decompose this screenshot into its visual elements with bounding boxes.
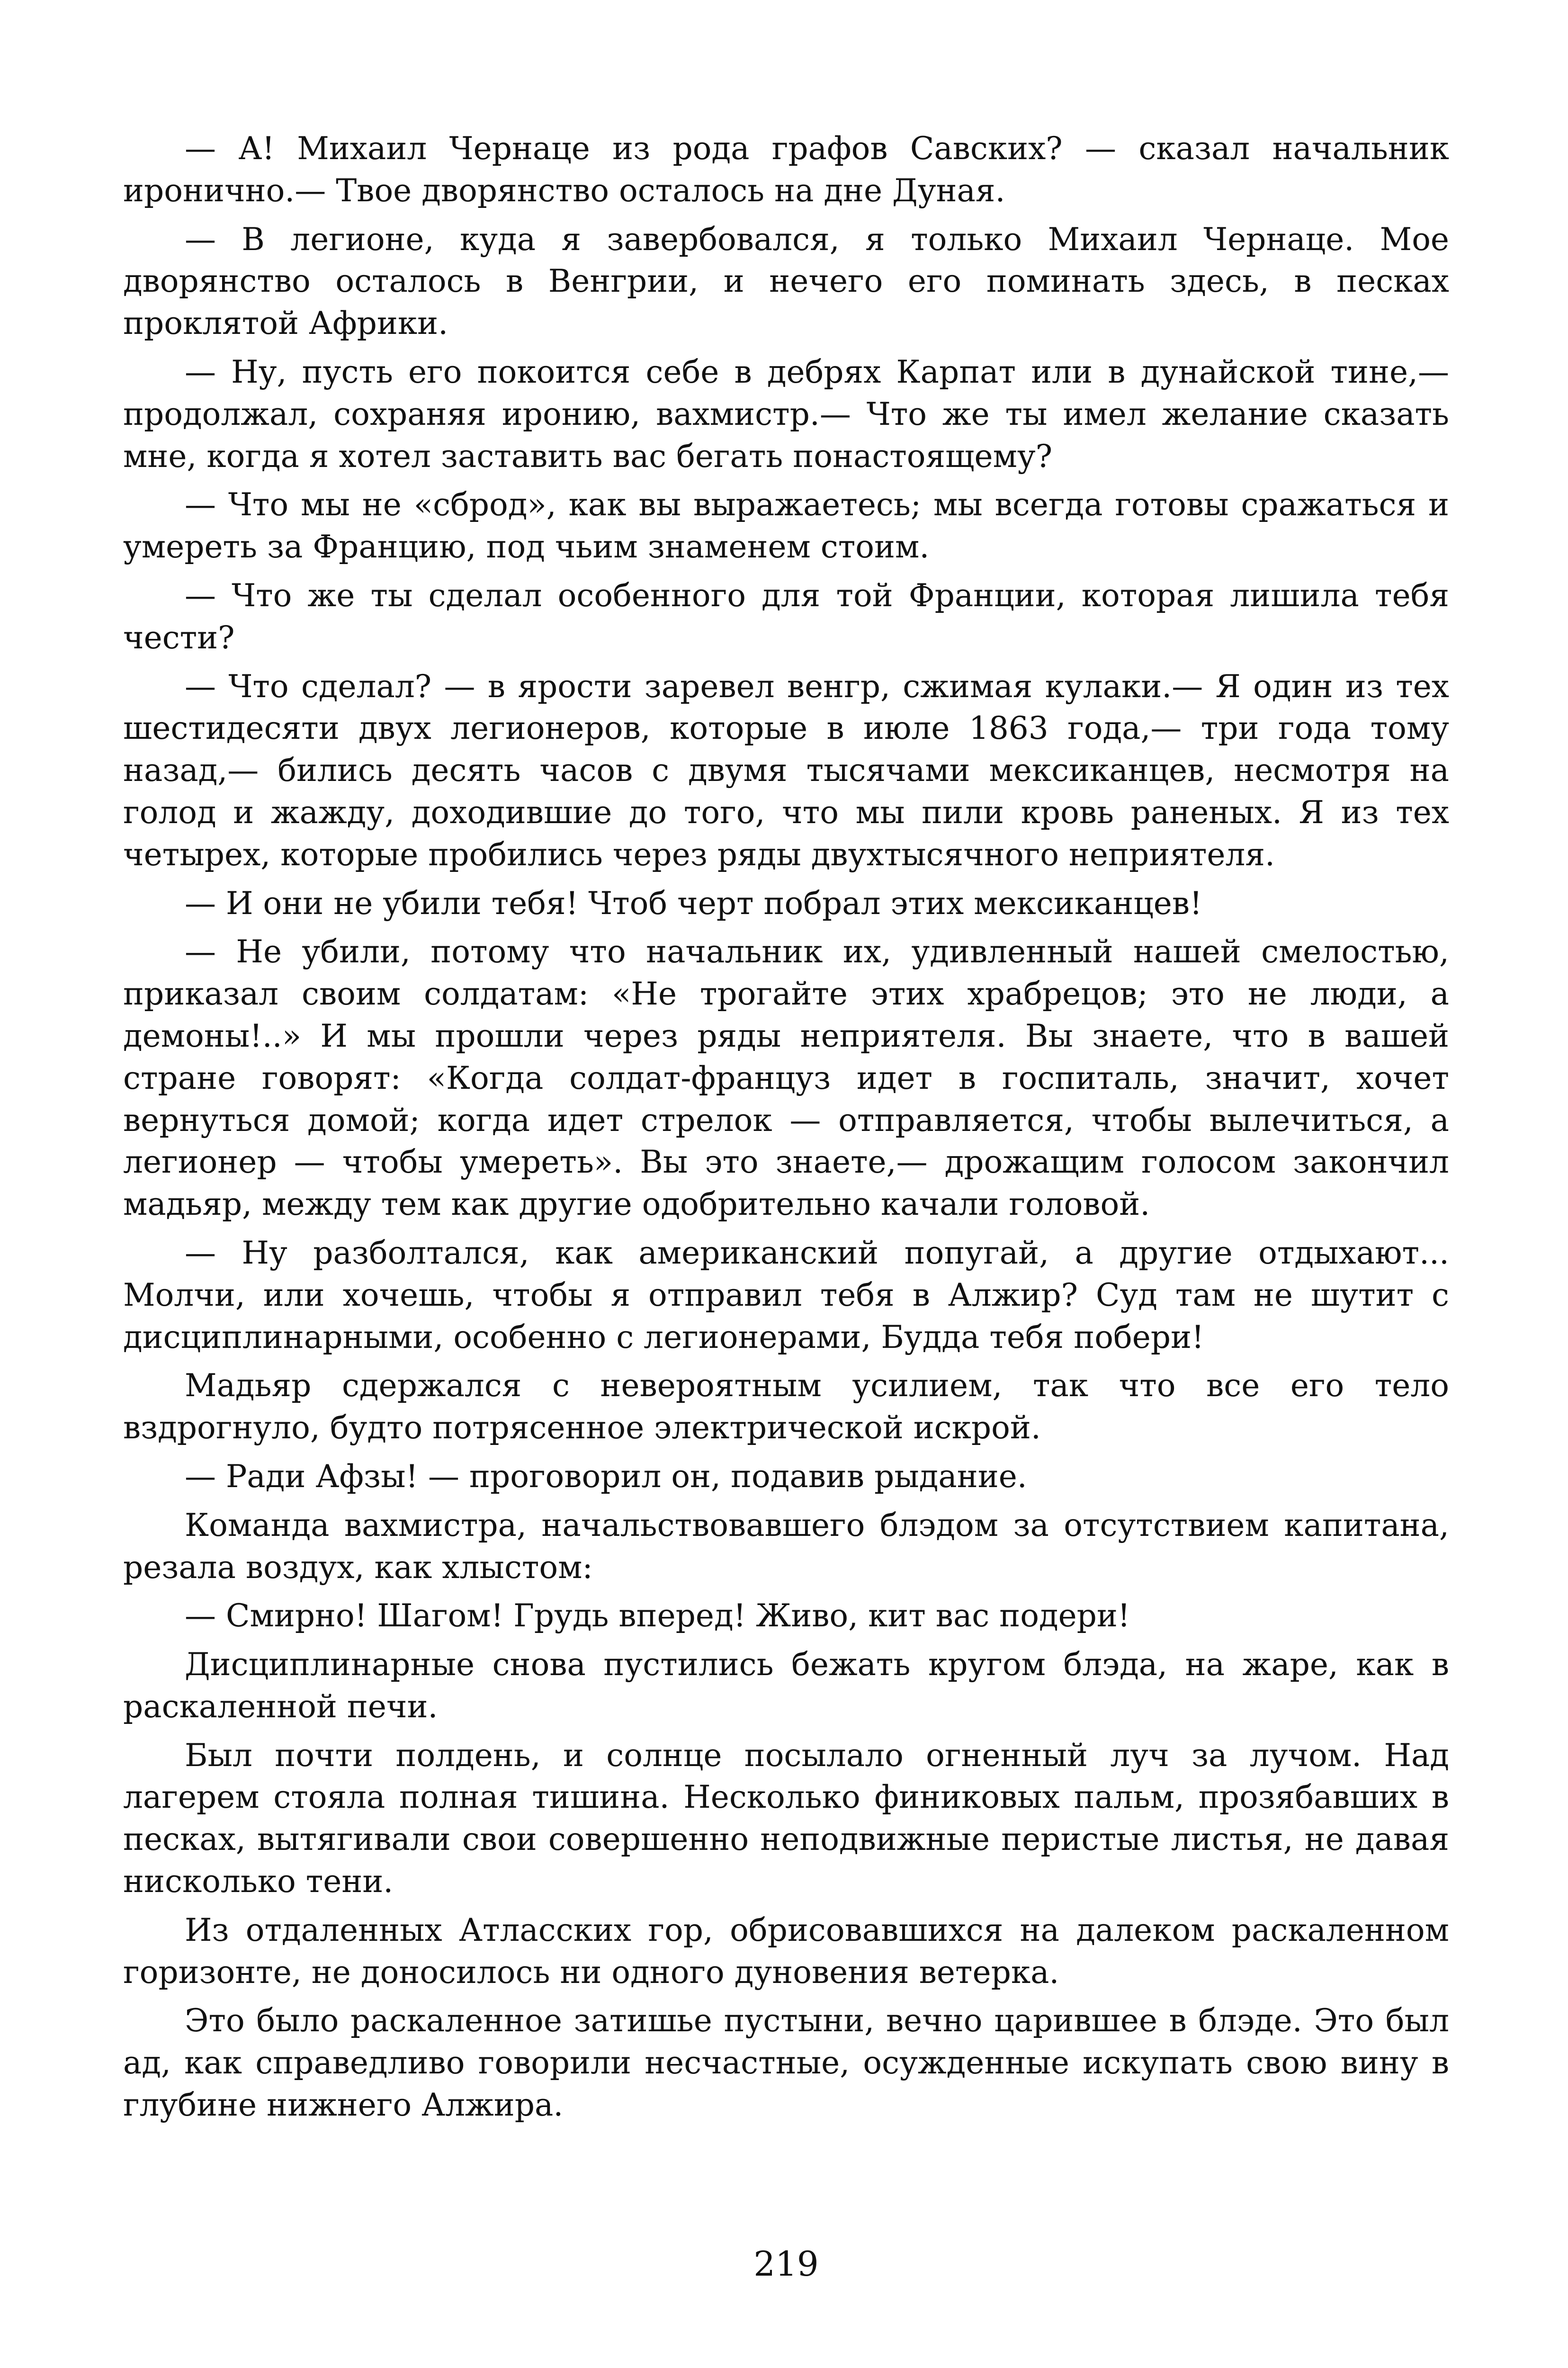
paragraph: — Смирно! Шагом! Грудь вперед! Живо, кит вас подери! <box>185 1597 1130 1634</box>
paragraph: Дисциплинарные снова пустились бежать кругом блэда, на жаре, как в раскаленной печи. <box>123 1646 1449 1725</box>
paragraph: Из отдаленных Атласских гор, обрисовавшихся на далеком раскаленном горизонте, не доносилось ни одного дуновения ветерка. <box>123 1911 1449 1991</box>
paragraph: — Что мы не «сброд», как вы выражаетесь; мы всегда готовы сражаться и умереть за Францию, под чьим знаменем стоим. <box>123 486 1449 565</box>
paragraph: — Ну, пусть его покоится себе в дебрях Карпат или в дунайской тине,— продолжал, сохраняя иронию, вахмистр.— Что же ты имел желание сказать мне, когда я хотел заставить вас бегать понастоящему? <box>123 353 1449 475</box>
paragraph: — В легионе, куда я завербовался, я только Михаил Чернаце. Мое дворянство осталось в Венгрии, и нечего его поминать здесь, в песках проклятой Африки. <box>123 221 1449 342</box>
paragraph: — А! Михаил Чернаце из рода графов Савских? — сказал начальник иронично.— Твое дворянство осталось на дне Дуная. <box>123 130 1449 209</box>
paragraph: Мадьяр сдержался с невероятным усилием, так что все его тело вздрогнуло, будто потрясенное электрической искрой. <box>123 1367 1449 1446</box>
paragraph: — Ну разболтался, как американский попугай, а другие отдыхают... Молчи, или хочешь, чтобы я отправил тебя в Алжир? Суд там не шутит с дисциплинарными, особенно с легионерами, Будда тебя побери! <box>123 1234 1449 1355</box>
paragraph: — Что же ты сделал особенного для той Франции, которая лишила тебя чести? <box>123 577 1449 656</box>
paragraph: — Не убили, потому что начальник их, удивленный нашей смелостью, приказал своим солдатам: «Не трогайте этих храбрецов; это не люди, а демоны!..» И мы прошли через ряды неприятеля. Вы знаете, что в вашей стране говорят: «Когда солдат-француз идет в госпиталь, значит, хочет вернуться домой; когда идет стрелок — отправляется, чтобы вылечиться, а легионер — чтобы умереть». Вы это знаете,— дрожащим голосом закончил мадьяр, между тем как другие одобрительно качали головой. <box>123 933 1449 1223</box>
book-page <box>123 128 1449 2354</box>
text-body <box>123 128 1449 2126</box>
paragraph: — И они не убили тебя! Чтоб черт побрал этих мексиканцев! <box>185 885 1202 922</box>
page-number: 219 <box>753 2244 819 2284</box>
paragraph: Был почти полдень, и солнце посылало огненный луч за лучом. Над лагерем стояла полная тишина. Несколько финиковых пальм, прозябавших в песках, вытягивали свои совершенно неподвижные перистые листья, не давая нисколько тени. <box>123 1737 1449 1900</box>
paragraph: — Ради Афзы! — проговорил он, подавив рыдание. <box>185 1458 1027 1495</box>
paragraph: — Что сделал? — в ярости заревел венгр, сжимая кулаки.— Я один из тех шестидесяти двух легионеров, которые в июле 1863 года,— три года тому назад,— бились десять часов с двумя тысячами мексиканцев, несмотря на голод и жажду, доходившие до того, что мы пили кровь раненых. Я из тех четырех, которые пробились через ряды двухтысячного неприятеля. <box>123 668 1449 873</box>
paragraph: Это было раскаленное затишье пустыни, вечно царившее в блэде. Это был ад, как справедливо говорили несчастные, осужденные искупать свою вину в глубине нижнего Алжира. <box>123 2002 1449 2124</box>
paragraph: Команда вахмистра, начальствовавшего блэдом за отсутствием капитана, резала воздух, как хлыстом: <box>123 1507 1449 1586</box>
